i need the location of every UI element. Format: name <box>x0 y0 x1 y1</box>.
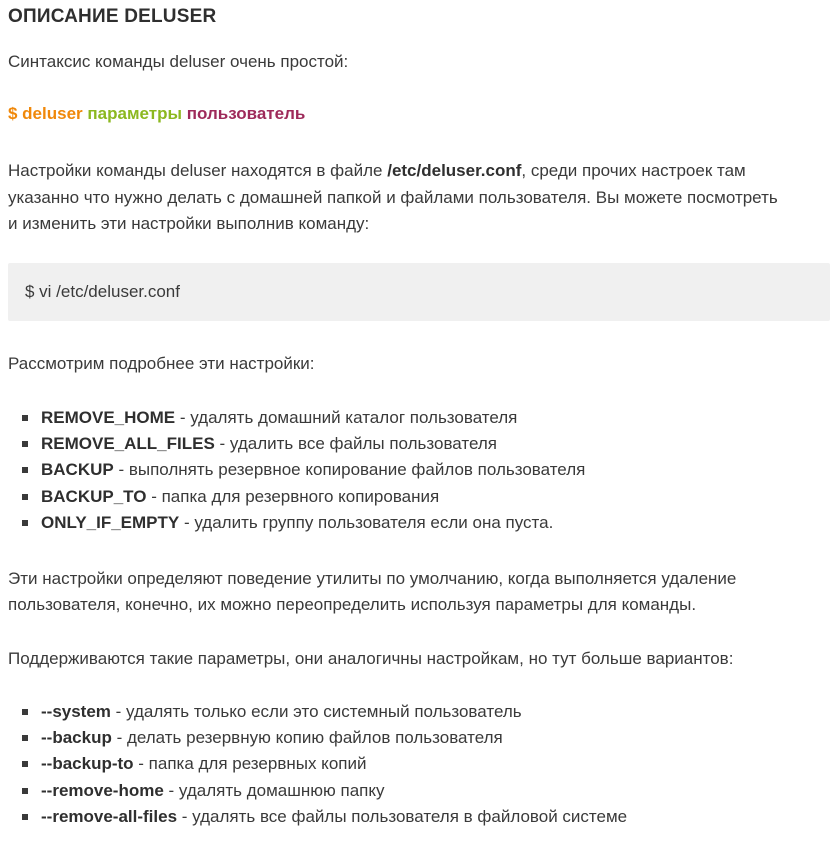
setting-term: BACKUP <box>41 460 114 480</box>
syntax-command: $ deluser <box>8 104 83 123</box>
code-block <box>8 263 830 321</box>
bullet-icon <box>22 441 28 447</box>
bullet-icon <box>22 467 28 473</box>
list-item <box>8 431 585 457</box>
param-desc: - удалять домашнюю папку <box>163 780 385 800</box>
config-paragraph-line-3: и изменить эти настройки выполнив команду: <box>8 214 370 233</box>
setting-desc: - удалить группу пользователя если она пуста. <box>179 512 554 532</box>
bullet-icon <box>22 415 28 421</box>
param-term: --backup <box>41 728 112 748</box>
bullet-icon <box>22 761 28 767</box>
list-item <box>8 699 627 725</box>
intro-paragraph: Синтаксис команды deluser очень простой: <box>8 52 349 71</box>
list-item <box>8 405 585 431</box>
setting-term: BACKUP_TO <box>41 486 147 506</box>
section-heading: ОПИСАНИЕ DELUSER <box>8 6 217 27</box>
setting-term: ONLY_IF_EMPTY <box>41 512 180 532</box>
config-paragraph-line-1 <box>8 157 746 184</box>
bullet-icon <box>22 494 28 500</box>
param-term: --remove-home <box>41 780 164 800</box>
syntax-params: параметры <box>87 104 182 123</box>
list-item <box>8 725 627 751</box>
list-item <box>8 778 627 804</box>
param-term: --system <box>41 702 111 721</box>
list-item <box>8 510 585 536</box>
defaults-paragraph-line-1: Эти настройки определяют поведение утилиты по умолчанию, когда выполняется удаление <box>8 569 737 588</box>
param-term: --backup-to <box>41 754 134 774</box>
list-item <box>8 484 585 510</box>
param-term: --remove-all-files <box>41 806 178 826</box>
list-item <box>8 751 627 777</box>
settings-intro: Рассмотрим подробнее эти настройки: <box>8 354 315 373</box>
syntax-line <box>8 104 305 124</box>
code-command: $ vi /etc/deluser.conf <box>25 282 180 301</box>
setting-desc: - удалить все файлы пользователя <box>214 434 497 454</box>
bullet-icon <box>22 520 28 526</box>
defaults-paragraph-line-2: пользователя, конечно, их можно переопределить используя параметры для команды. <box>8 595 697 614</box>
config-file-path: /etc/deluser.conf <box>387 161 522 180</box>
bullet-icon <box>22 788 28 794</box>
list-item <box>8 804 627 830</box>
config-text: Настройки команды deluser находятся в файле <box>8 161 388 180</box>
config-text: , среди прочих настроек там <box>521 161 746 180</box>
param-desc: - удалять все файлы пользователя в файловой системе <box>177 806 628 826</box>
setting-desc: - выполнять резервное копирование файлов пользователя <box>113 460 586 480</box>
params-intro: Поддерживаются такие параметры, они аналогичны настройкам, но тут больше вариантов: <box>8 649 734 668</box>
bullet-icon <box>22 709 28 715</box>
setting-term: REMOVE_ALL_FILES <box>41 434 215 454</box>
settings-list <box>8 405 585 536</box>
bullet-icon <box>22 735 28 741</box>
setting-desc: - удалять домашний каталог пользователя <box>175 408 518 427</box>
config-paragraph-line-2: указанно что нужно делать с домашней папкой и файлами пользователя. Вы можете посмотреть <box>8 188 778 207</box>
syntax-user: пользователь <box>186 104 306 123</box>
param-desc: - удалять только если это системный пользователь <box>110 702 522 721</box>
bullet-icon <box>22 814 28 820</box>
setting-term: REMOVE_HOME <box>41 408 176 427</box>
params-list <box>8 699 627 830</box>
param-desc: - папка для резервных копий <box>133 754 367 774</box>
setting-desc: - папка для резервного копирования <box>146 486 440 506</box>
param-desc: - делать резервную копию файлов пользователя <box>111 728 503 748</box>
list-item <box>8 457 585 483</box>
